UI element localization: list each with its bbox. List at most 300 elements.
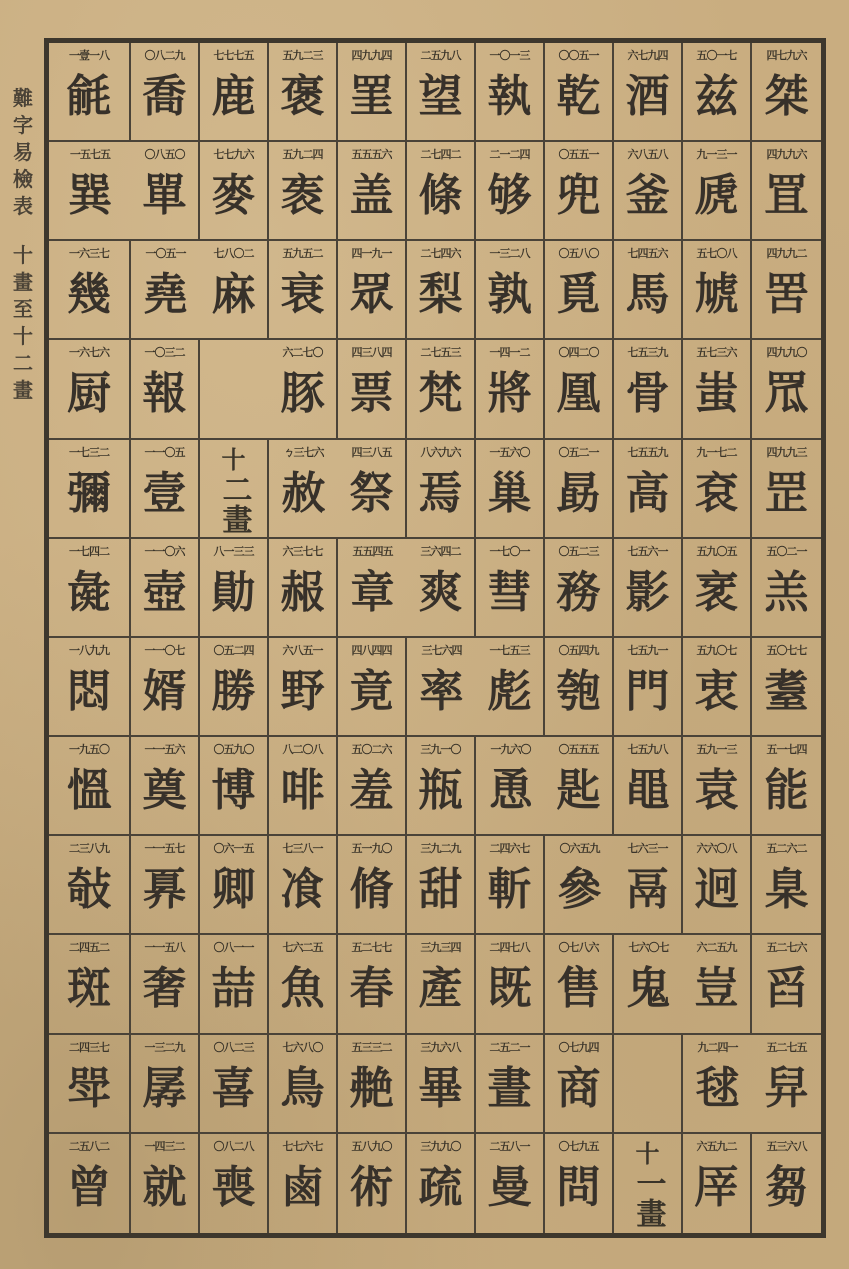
character-glyph: 蚩: [694, 368, 739, 420]
telegraph-code: 〇五八〇: [558, 247, 599, 261]
telegraph-code: 一六三七: [69, 247, 109, 261]
character-cell: [407, 142, 476, 241]
character-cell: [476, 1134, 545, 1233]
character-cell: [269, 142, 338, 241]
telegraph-code: 〇七八六: [558, 941, 599, 955]
character-cell: [752, 638, 821, 737]
character-glyph: 麻: [211, 269, 256, 321]
character-glyph: 執: [487, 71, 532, 122]
telegraph-code: 四八四四: [351, 643, 392, 657]
telegraph-code: 五七〇八: [696, 247, 737, 261]
character-cell: [752, 440, 821, 539]
telegraph-code: 一一五七: [144, 842, 185, 856]
character-cell: [545, 440, 614, 539]
character-cell: [683, 43, 752, 142]
telegraph-code: 二七五三: [420, 346, 461, 360]
telegraph-code: 八一三三: [213, 544, 254, 558]
character-cell: [131, 638, 200, 737]
character-cell: [269, 340, 338, 439]
telegraph-code: 一三二九: [144, 1040, 185, 1054]
character-cell: [407, 340, 476, 439]
character-glyph: 袠: [280, 170, 325, 222]
telegraph-code: 七五九一: [627, 643, 668, 657]
character-cell: [683, 539, 752, 638]
telegraph-code: 五九二四: [282, 148, 323, 162]
telegraph-code: 一壹一八: [69, 49, 109, 62]
character-cell: [49, 43, 131, 142]
character-cell: [407, 836, 476, 935]
telegraph-code: 〇五二三: [558, 544, 599, 558]
character-cell: [752, 1134, 821, 1233]
telegraph-code: 〇八一一: [213, 941, 254, 955]
character-cell: [49, 440, 131, 539]
telegraph-code: 二四六七: [489, 842, 530, 856]
character-glyph: 兜: [556, 170, 601, 222]
character-cell: [683, 440, 752, 539]
character-glyph: 鬼: [626, 963, 671, 1015]
character-cell: [49, 539, 131, 638]
character-glyph: 壺: [142, 566, 187, 618]
character-cell: [683, 638, 752, 737]
character-glyph: 票: [349, 368, 394, 420]
character-glyph: 竟: [349, 665, 394, 717]
telegraph-code: 三九二九: [420, 842, 461, 856]
character-glyph: 罡: [764, 467, 809, 519]
character-glyph: 博: [211, 765, 256, 817]
telegraph-code: 五五四五: [352, 544, 393, 558]
character-cell: [49, 935, 131, 1034]
character-glyph: 既: [487, 963, 532, 1015]
character-cell: [200, 241, 269, 340]
telegraph-code: 六六〇八: [696, 842, 737, 856]
stroke-count-header: [200, 440, 269, 539]
character-glyph: 慍: [67, 765, 111, 817]
character-glyph: 敧: [67, 864, 111, 916]
character-glyph: 赧: [280, 566, 325, 618]
character-cell: [545, 241, 614, 340]
character-cell: [752, 43, 821, 142]
telegraph-code: 三九一〇: [420, 743, 461, 757]
telegraph-code: 六二七〇: [282, 346, 323, 360]
stroke-count-header: [614, 1134, 683, 1233]
character-cell: [683, 836, 752, 935]
telegraph-code: 二四七八: [489, 941, 530, 955]
character-glyph: 虒: [694, 170, 739, 222]
character-cell: [752, 737, 821, 836]
telegraph-code: 〇五四九: [558, 643, 599, 657]
character-glyph: 堯: [143, 269, 188, 321]
telegraph-code: 五七三六: [696, 346, 737, 360]
character-glyph: 魚: [280, 963, 325, 1015]
character-cell: [338, 836, 407, 935]
telegraph-code: 七八〇二: [213, 247, 254, 261]
character-glyph: 條: [418, 170, 463, 222]
character-cell: [200, 1035, 269, 1134]
side-title-range-char: 十: [13, 324, 33, 348]
character-glyph: 參: [557, 864, 602, 916]
character-glyph: 罛: [764, 368, 809, 420]
character-cell: [683, 1134, 752, 1233]
character-glyph: 斑: [67, 963, 111, 1015]
character-cell: [269, 638, 338, 737]
telegraph-code: 一七五三: [489, 643, 530, 657]
character-cell: [131, 539, 200, 638]
character-cell: [49, 638, 131, 737]
character-glyph: 就: [142, 1161, 187, 1213]
character-cell: [269, 241, 338, 340]
telegraph-code: 一一〇五: [144, 445, 185, 459]
character-cell: [545, 935, 614, 1034]
character-cell: [200, 836, 269, 935]
character-grid: [44, 43, 826, 1238]
character-glyph: 够: [487, 170, 532, 222]
character-glyph: 匙: [556, 765, 601, 817]
character-cell: [752, 340, 821, 439]
character-cell: [683, 340, 752, 439]
character-glyph: 耋: [764, 665, 809, 717]
character-cell: [614, 142, 683, 241]
character-glyph: 喆: [211, 963, 256, 1015]
character-cell: [476, 440, 545, 539]
character-glyph: 章: [350, 566, 395, 618]
character-cell: [545, 737, 614, 836]
character-cell: [49, 340, 131, 439]
character-cell: [752, 142, 821, 241]
character-cell: [131, 1035, 200, 1134]
character-cell: [338, 935, 407, 1034]
empty-cell: [200, 340, 269, 439]
character-glyph: 虓: [694, 269, 739, 321]
telegraph-code: 〇六一五: [213, 842, 254, 856]
telegraph-code: 五〇一七: [696, 49, 737, 62]
character-cell: [752, 1035, 821, 1134]
telegraph-code: 一一〇七: [144, 643, 185, 657]
character-glyph: 晝: [487, 1062, 532, 1114]
telegraph-code: 五二七七: [351, 941, 392, 955]
telegraph-code: 一九五〇: [69, 743, 109, 757]
character-glyph: 芻: [764, 1161, 809, 1213]
character-glyph: 彗: [487, 566, 532, 618]
character-glyph: 彪: [487, 665, 532, 717]
telegraph-code: 五〇七七: [766, 643, 807, 657]
character-glyph: 孱: [142, 1062, 187, 1114]
character-cell: [338, 43, 407, 142]
character-glyph: 彘: [67, 566, 111, 618]
character-glyph: 勛: [211, 566, 256, 618]
telegraph-code: 四九九四: [351, 49, 392, 62]
telegraph-code: 〇七九四: [558, 1040, 599, 1054]
character-cell: [476, 935, 545, 1034]
telegraph-code: 〇五二一: [558, 445, 599, 459]
character-glyph: 袁: [694, 765, 739, 817]
character-glyph: 厗: [694, 1161, 739, 1213]
telegraph-code: 二五八二: [69, 1139, 109, 1153]
character-glyph: 袞: [694, 467, 739, 519]
character-glyph: 迥: [694, 864, 739, 916]
character-glyph: 眾: [349, 269, 394, 321]
character-glyph: 恿: [488, 765, 533, 817]
character-glyph: 兹: [694, 71, 739, 122]
telegraph-code: 一一五八: [144, 941, 185, 955]
telegraph-code: 一〇三二: [144, 346, 185, 360]
character-glyph: 羞: [349, 765, 394, 817]
character-cell: [614, 737, 683, 836]
telegraph-code: 三九六八: [420, 1040, 461, 1054]
telegraph-code: 七六〇七: [628, 941, 669, 955]
telegraph-code: 七四五六: [627, 247, 668, 261]
telegraph-code: 一〇五一: [145, 247, 186, 261]
character-cell: [49, 241, 131, 340]
telegraph-code: 一九六〇: [490, 743, 531, 757]
character-cell: [614, 340, 683, 439]
character-cell: [752, 241, 821, 340]
character-cell: [545, 638, 614, 737]
character-cell: [407, 43, 476, 142]
telegraph-code: 三九三四: [420, 941, 461, 955]
telegraph-code: 七五九八: [627, 743, 668, 757]
character-glyph: 甜: [418, 864, 463, 916]
character-glyph: 單: [142, 170, 187, 222]
telegraph-code: 一七〇一: [489, 544, 530, 558]
side-title-char: 檢: [13, 167, 33, 191]
telegraph-code: 〇四二〇: [558, 346, 599, 360]
telegraph-code: 二四五二: [69, 941, 109, 955]
telegraph-code: 〇五二四: [213, 643, 254, 657]
character-glyph: 覓: [556, 269, 601, 321]
character-glyph: 產: [418, 963, 463, 1015]
character-cell: [338, 1134, 407, 1233]
character-cell: [476, 638, 545, 737]
telegraph-code: 〇六五九: [559, 842, 600, 856]
character-glyph: 盖: [349, 170, 394, 222]
character-glyph: 商: [556, 1062, 601, 1114]
telegraph-code: 二五二一: [489, 1040, 530, 1054]
character-glyph: 鳥: [280, 1062, 325, 1114]
character-glyph: 麥: [211, 170, 256, 222]
side-title-range-char: 至: [13, 297, 33, 321]
telegraph-code: 七六二五: [282, 941, 323, 955]
side-title-char: 易: [13, 140, 33, 164]
telegraph-code: 〇五五五: [558, 743, 599, 757]
telegraph-code: 一一五六: [144, 743, 185, 757]
telegraph-code: 七六八〇: [282, 1040, 323, 1054]
character-cell: [200, 638, 269, 737]
telegraph-code: 二四三七: [69, 1040, 109, 1054]
character-cell: [49, 737, 131, 836]
character-glyph: 門: [625, 665, 670, 717]
telegraph-code: 一三二八: [489, 247, 530, 261]
character-glyph: 率: [419, 665, 464, 717]
character-glyph: 羔: [764, 566, 809, 618]
character-glyph: 卿: [211, 864, 256, 916]
character-glyph: 奢: [142, 963, 187, 1015]
telegraph-code: 四三八五: [351, 445, 392, 459]
character-cell: [269, 539, 338, 638]
side-title-char: 字: [13, 113, 33, 137]
telegraph-code: ㄅ三七六: [283, 445, 324, 459]
character-glyph: 高: [625, 467, 670, 519]
telegraph-code: 一八九九: [69, 643, 109, 657]
telegraph-code: 一七三二: [69, 445, 109, 459]
side-title-char: 難: [13, 86, 33, 110]
character-glyph: 衺: [694, 566, 739, 618]
character-glyph: 勗: [556, 467, 601, 519]
character-cell: [407, 440, 476, 539]
stroke-header-top: 十: [635, 1138, 660, 1168]
character-glyph: 匏: [556, 665, 601, 717]
character-cell: [614, 836, 683, 935]
character-cell: [200, 935, 269, 1034]
character-glyph: 黽: [625, 765, 670, 817]
telegraph-code: 九一七二: [696, 445, 737, 459]
character-glyph: 斬: [487, 864, 532, 916]
side-title-range-char: 十: [13, 243, 33, 267]
character-cell: [614, 43, 683, 142]
character-cell: [545, 1134, 614, 1233]
character-glyph: 梵: [418, 368, 463, 420]
telegraph-code: 〇八二九: [144, 49, 185, 62]
character-glyph: 斝: [67, 1062, 111, 1114]
character-cell: [200, 43, 269, 142]
empty-cell: [614, 1035, 683, 1134]
telegraph-code: 〇八二三: [213, 1040, 254, 1054]
character-glyph: 骨: [625, 368, 670, 420]
telegraph-code: 七七九六: [213, 148, 254, 162]
character-glyph: 問: [556, 1161, 601, 1213]
character-glyph: 酒: [625, 71, 670, 122]
character-glyph: 艴: [349, 1062, 394, 1114]
telegraph-code: 四九九六: [766, 148, 807, 162]
character-cell: [407, 1035, 476, 1134]
telegraph-code: 二三八九: [69, 842, 109, 856]
character-cell: [269, 1035, 338, 1134]
character-cell: [131, 440, 200, 539]
stroke-header-top: 十: [221, 444, 246, 474]
character-cell: [407, 539, 476, 638]
telegraph-code: 五五五六: [351, 148, 392, 162]
telegraph-code: 七七七五: [213, 49, 254, 62]
character-cell: [131, 241, 200, 340]
character-glyph: 舁: [764, 1062, 809, 1114]
side-title: [8, 85, 38, 404]
character-cell: [476, 340, 545, 439]
telegraph-code: 五一七四: [766, 743, 807, 757]
character-glyph: 祭: [349, 467, 394, 519]
character-cell: [200, 737, 269, 836]
telegraph-code: 一〇一三: [489, 49, 530, 62]
character-glyph: 豈: [694, 963, 739, 1015]
telegraph-code: 五二六二: [766, 842, 807, 856]
character-glyph: 舀: [764, 963, 809, 1015]
character-glyph: 術: [349, 1161, 394, 1213]
telegraph-code: 五三六八: [766, 1139, 807, 1153]
character-cell: [269, 935, 338, 1034]
character-glyph: 馬: [625, 269, 670, 321]
character-cell: [131, 142, 200, 241]
telegraph-code: 一五七五: [70, 148, 110, 162]
character-cell: [131, 935, 200, 1034]
telegraph-code: 七五六一: [627, 544, 668, 558]
character-glyph: 衰: [280, 269, 325, 321]
side-title-char: 表: [13, 194, 33, 218]
telegraph-code: 五九一三: [696, 743, 737, 757]
character-cell: [200, 1134, 269, 1233]
character-cell: [476, 539, 545, 638]
character-cell: [614, 539, 683, 638]
telegraph-code: 一五六〇: [489, 445, 530, 459]
character-cell: [338, 340, 407, 439]
character-cell: [269, 440, 338, 539]
telegraph-code: 五〇二六: [351, 743, 392, 757]
character-cell: [49, 1134, 131, 1233]
character-cell: [269, 1134, 338, 1233]
character-glyph: 喬: [142, 71, 187, 122]
telegraph-code: 四七九六: [766, 49, 807, 62]
telegraph-code: 五〇二一: [766, 544, 807, 558]
character-glyph: 瓶: [418, 765, 463, 817]
character-glyph: 赦: [281, 467, 326, 519]
character-cell: [338, 142, 407, 241]
telegraph-code: 五九五二: [282, 247, 323, 261]
character-glyph: 罝: [764, 170, 809, 222]
character-glyph: 售: [556, 963, 601, 1015]
character-cell: [49, 142, 131, 241]
character-cell: [49, 1035, 131, 1134]
telegraph-code: 〇八二八: [213, 1139, 254, 1153]
character-glyph: 望: [418, 71, 463, 122]
telegraph-code: 〇八五〇: [144, 148, 185, 162]
telegraph-code: 七五三九: [627, 346, 668, 360]
character-cell: [338, 241, 407, 340]
character-cell: [545, 1035, 614, 1134]
character-glyph: 毹: [67, 71, 111, 122]
side-title-range-char: 二: [13, 351, 33, 375]
character-glyph: 啡: [280, 765, 325, 817]
telegraph-code: 七三八一: [282, 842, 323, 856]
telegraph-code: 二五八一: [489, 1139, 530, 1153]
side-title-gap: [8, 220, 38, 242]
telegraph-code: 五八九〇: [351, 1139, 392, 1153]
telegraph-code: 五九〇五: [696, 544, 737, 558]
telegraph-code: 〇五九〇: [213, 743, 254, 757]
character-cell: [338, 1035, 407, 1134]
character-cell: [752, 935, 821, 1034]
character-glyph: 孰: [487, 269, 532, 321]
telegraph-code: 五二七六: [766, 941, 807, 955]
side-title-range-char: 畫: [13, 378, 33, 402]
character-cell: [131, 1134, 200, 1233]
telegraph-code: 四九九三: [766, 445, 807, 459]
character-glyph: 乾: [556, 71, 601, 122]
character-glyph: 豚: [280, 368, 325, 420]
character-cell: [200, 539, 269, 638]
telegraph-code: 二七四六: [420, 247, 461, 261]
character-glyph: 罣: [349, 71, 394, 122]
character-glyph: 鬲: [625, 864, 670, 916]
character-cell: [407, 638, 476, 737]
character-cell: [476, 1035, 545, 1134]
telegraph-code: 四一九一: [351, 247, 392, 261]
character-glyph: 奡: [142, 864, 187, 916]
character-cell: [683, 935, 752, 1034]
character-glyph: 畢: [418, 1062, 463, 1114]
telegraph-code: 一四一二: [489, 346, 530, 360]
character-glyph: 鹿: [211, 71, 256, 122]
telegraph-code: 四三八四: [351, 346, 392, 360]
telegraph-code: 七七六七: [282, 1139, 323, 1153]
character-glyph: 脩: [349, 864, 394, 916]
telegraph-code: 〇五五一: [558, 148, 599, 162]
